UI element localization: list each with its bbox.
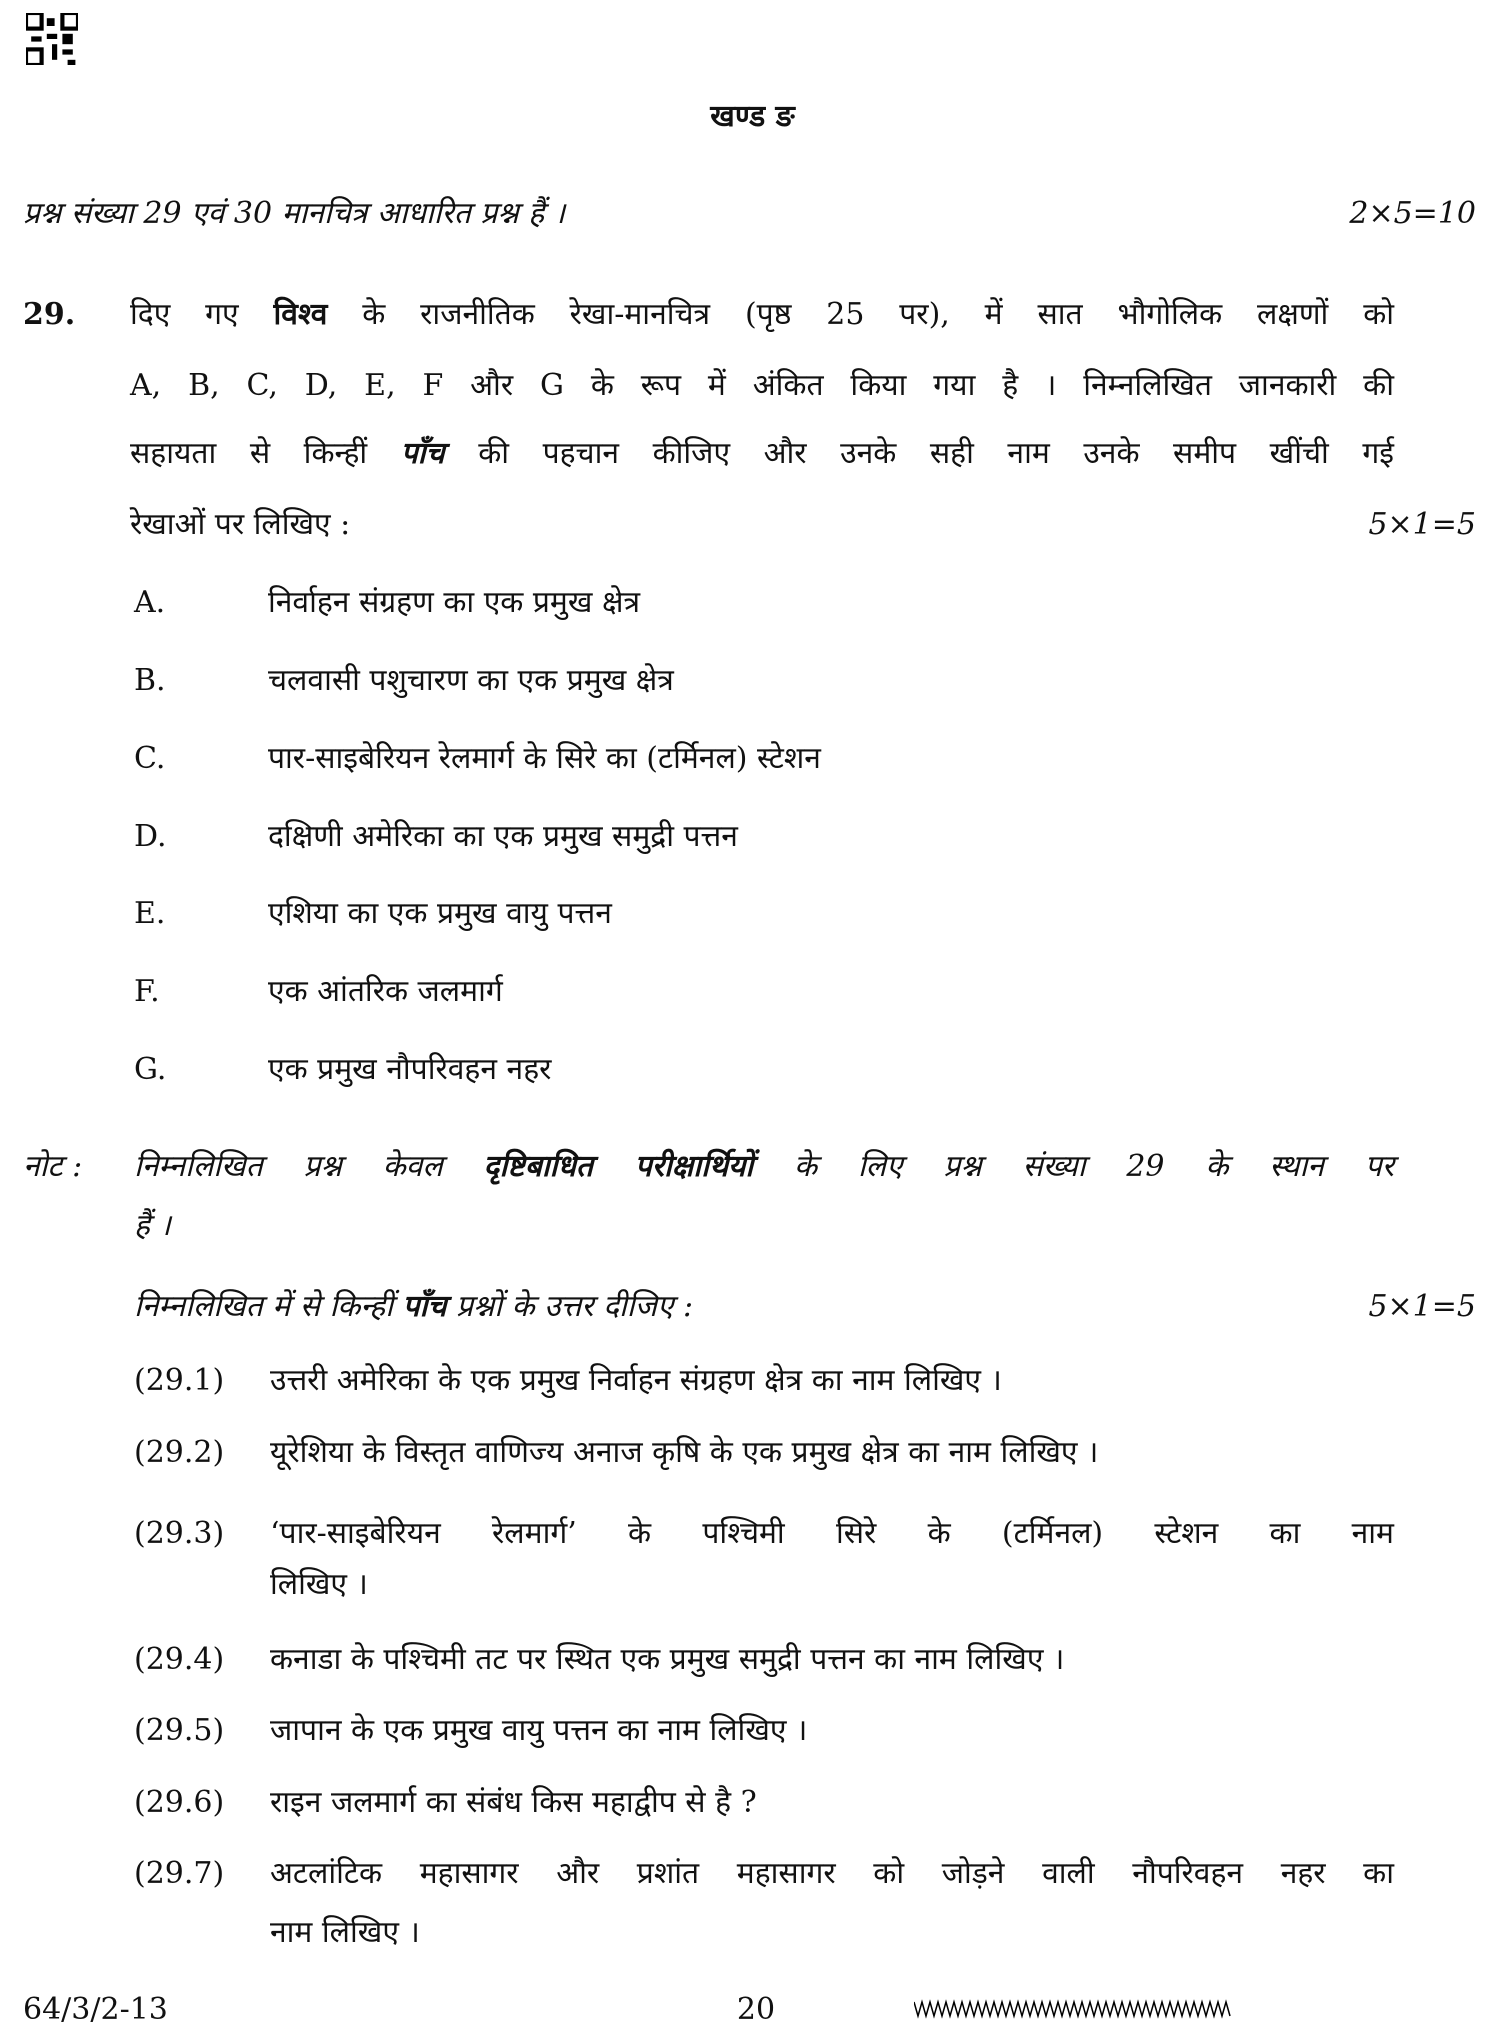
item-letter: F.: [134, 974, 160, 1009]
wavy-line-decoration: [914, 1998, 1232, 2020]
footer-code: 64/3/2-13: [23, 1992, 168, 2027]
text: प्रश्नों के उत्तर दीजिए :: [446, 1289, 694, 1324]
instruction-text: प्रश्न संख्या 29 एवं 30 मानचित्र आधारित प्रश्न हैं ।: [23, 196, 566, 231]
subquestion-text: जापान के एक प्रमुख वायु पत्तन का नाम लिखिए ।: [270, 1713, 808, 1748]
item-text: निर्वाहन संग्रहण का एक प्रमुख क्षेत्र: [268, 585, 641, 620]
subquestion-text: राइन जलमार्ग का संबंध किस महाद्वीप से है ?: [270, 1785, 757, 1820]
question-marks: 5×1=5: [1368, 507, 1476, 542]
subquestion-text: उत्तरी अमेरिका के एक प्रमुख निर्वाहन संग्रहण क्षेत्र का नाम लिखिए ।: [270, 1363, 1002, 1398]
subquestion-number: (29.6): [134, 1785, 225, 1820]
text: दिए गए: [130, 297, 274, 332]
item-text: एक आंतरिक जलमार्ग: [268, 974, 503, 1009]
question-line-2: A, B, C, D, E, F और G के रूप में अंकित किया गया है । निम्नलिखित जानकारी की: [130, 368, 1394, 403]
bold-text: विश्व: [273, 297, 328, 332]
question-line-3: [130, 434, 1394, 474]
question-line-4: रेखाओं पर लिखिए :: [130, 507, 351, 542]
bold-text: पाँच: [400, 436, 445, 471]
text: की पहचान कीजिए और उनके सही नाम उनके समीप खींची गई: [444, 436, 1394, 471]
text: सहायता से किन्हीं: [130, 436, 401, 471]
subquestion-text: ‘पार-साइबेरियन रेलमार्ग’ के पश्चिमी सिरे के (टर्मिनल) स्टेशन का नाम: [270, 1516, 1394, 1551]
text: निम्नलिखित प्रश्न केवल: [134, 1149, 484, 1184]
bold-text: पाँच: [402, 1289, 447, 1324]
subquestion-text: यूरेशिया के विस्तृत वाणिज्य अनाज कृषि के एक प्रमुख क्षेत्र का नाम लिखिए ।: [270, 1435, 1099, 1470]
item-letter: G.: [134, 1052, 167, 1087]
subquestion-text: अटलांटिक महासागर और प्रशांत महासागर को जोड़ने वाली नौपरिवहन नहर का: [270, 1856, 1394, 1891]
note-marks: 5×1=5: [1368, 1289, 1476, 1324]
subquestion-number: (29.4): [134, 1642, 225, 1677]
subquestion-text: लिखिए ।: [270, 1567, 368, 1602]
subquestion-text: नाम लिखिए ।: [270, 1915, 420, 1950]
item-letter: C.: [134, 741, 166, 776]
note-sub-instruction: [134, 1287, 693, 1327]
page-number: 20: [736, 1992, 776, 2027]
item-text: एक प्रमुख नौपरिवहन नहर: [268, 1052, 552, 1087]
note-line-2: हैं ।: [134, 1208, 171, 1243]
item-letter: B.: [134, 663, 166, 698]
item-letter: D.: [134, 819, 167, 854]
section-title: खण्ड ङ: [710, 99, 795, 134]
item-text: एशिया का एक प्रमुख वायु पत्तन: [268, 896, 612, 931]
item-text: दक्षिणी अमेरिका का एक प्रमुख समुद्री पत्तन: [268, 819, 738, 854]
text: के राजनीतिक रेखा-मानचित्र (पृष्ठ 25 पर), में सात भौगोलिक लक्षणों को: [327, 297, 1395, 332]
item-text: पार-साइबेरियन रेलमार्ग के सिरे का (टर्मिनल) स्टेशन: [268, 741, 821, 776]
qr-code-icon: [26, 13, 78, 65]
subquestion-number: (29.3): [134, 1516, 225, 1551]
item-letter: A.: [134, 585, 166, 620]
subquestion-number: (29.7): [134, 1856, 225, 1891]
text: निम्नलिखित में से किन्हीं: [134, 1289, 403, 1324]
bold-text: दृष्टिबाधित परीक्षार्थियों: [483, 1149, 754, 1184]
item-text: चलवासी पशुचारण का एक प्रमुख क्षेत्र: [268, 663, 674, 698]
subquestion-number: (29.1): [134, 1363, 225, 1398]
question-number: 29.: [23, 297, 76, 332]
subquestion-text: कनाडा के पश्चिमी तट पर स्थित एक प्रमुख समुद्री पत्तन का नाम लिखिए ।: [270, 1642, 1065, 1677]
subquestion-number: (29.2): [134, 1435, 225, 1470]
note-line-1: [134, 1147, 1394, 1187]
question-line-1: [130, 295, 1394, 335]
subquestion-number: (29.5): [134, 1713, 225, 1748]
instruction-marks: 2×5=10: [1349, 196, 1476, 231]
note-label: नोट :: [23, 1149, 83, 1184]
text: के लिए प्रश्न संख्या 29 के स्थान पर: [753, 1149, 1395, 1184]
item-letter: E.: [134, 896, 166, 931]
